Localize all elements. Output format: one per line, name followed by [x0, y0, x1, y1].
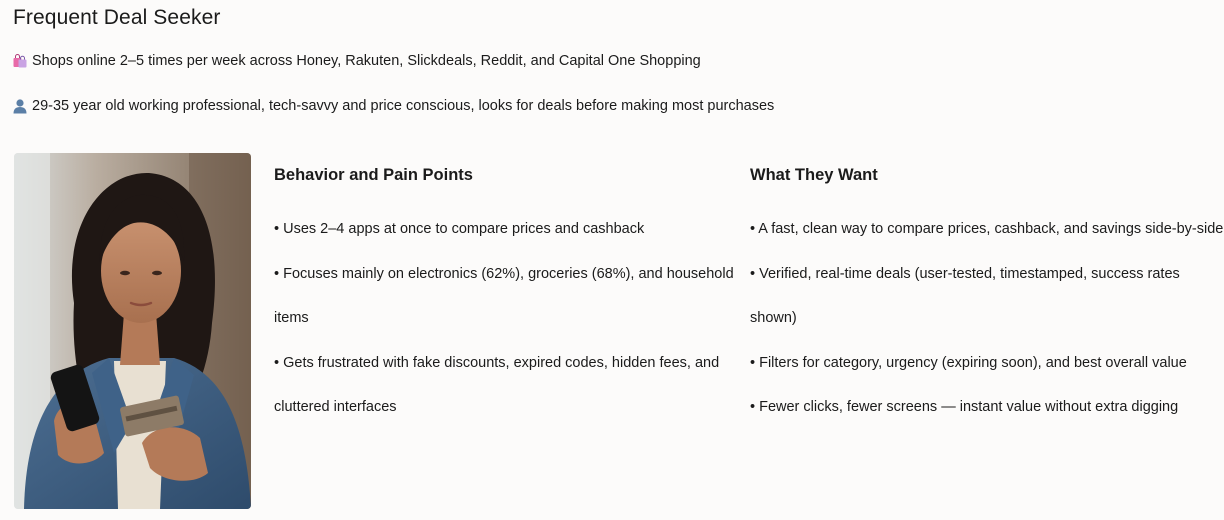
profile-line [12, 96, 774, 116]
wants-line: shown) [750, 310, 797, 326]
wants-line: • Fewer clicks, fewer screens — instant value without extra digging [750, 399, 1179, 415]
wants-line: • Verified, real-time deals (user-tested, timestamped, success rates [750, 265, 1180, 282]
behavior-line: cluttered interfaces [274, 399, 397, 415]
wants-heading: What They Want [750, 166, 878, 184]
shopping-frequency-text: Shops online 2–5 times per week across Honey, Rakuten, Slickdeals, Reddit, and Capital One Shopping [32, 53, 701, 69]
behavior-heading: Behavior and Pain Points [274, 166, 473, 184]
profile-text: 29-35 year old working professional, tech-savvy and price conscious, looks for deals before making most purchases [32, 98, 775, 114]
persona-title: Frequent Deal Seeker [13, 6, 221, 29]
behavior-line: • Uses 2–4 apps at once to compare prices and cashback [274, 221, 645, 237]
behavior-line: items [274, 310, 309, 326]
behavior-pain-points-section [274, 163, 734, 430]
behavior-line: • Focuses mainly on electronics (62%), groceries (68%), and household [274, 265, 734, 282]
persona-photo [14, 153, 251, 509]
person-silhouette-icon [12, 98, 28, 114]
behavior-line: • Gets frustrated with fake discounts, expired codes, hidden fees, and [274, 354, 720, 371]
shopping-frequency-line [12, 51, 701, 71]
wants-line: • Filters for category, urgency (expiring soon), and best overall value [750, 354, 1187, 371]
shopping-bags-icon [12, 53, 28, 69]
wants-line: • A fast, clean way to compare prices, cashback, and savings side-by-side [750, 221, 1224, 237]
what-they-want-section [750, 163, 1224, 430]
